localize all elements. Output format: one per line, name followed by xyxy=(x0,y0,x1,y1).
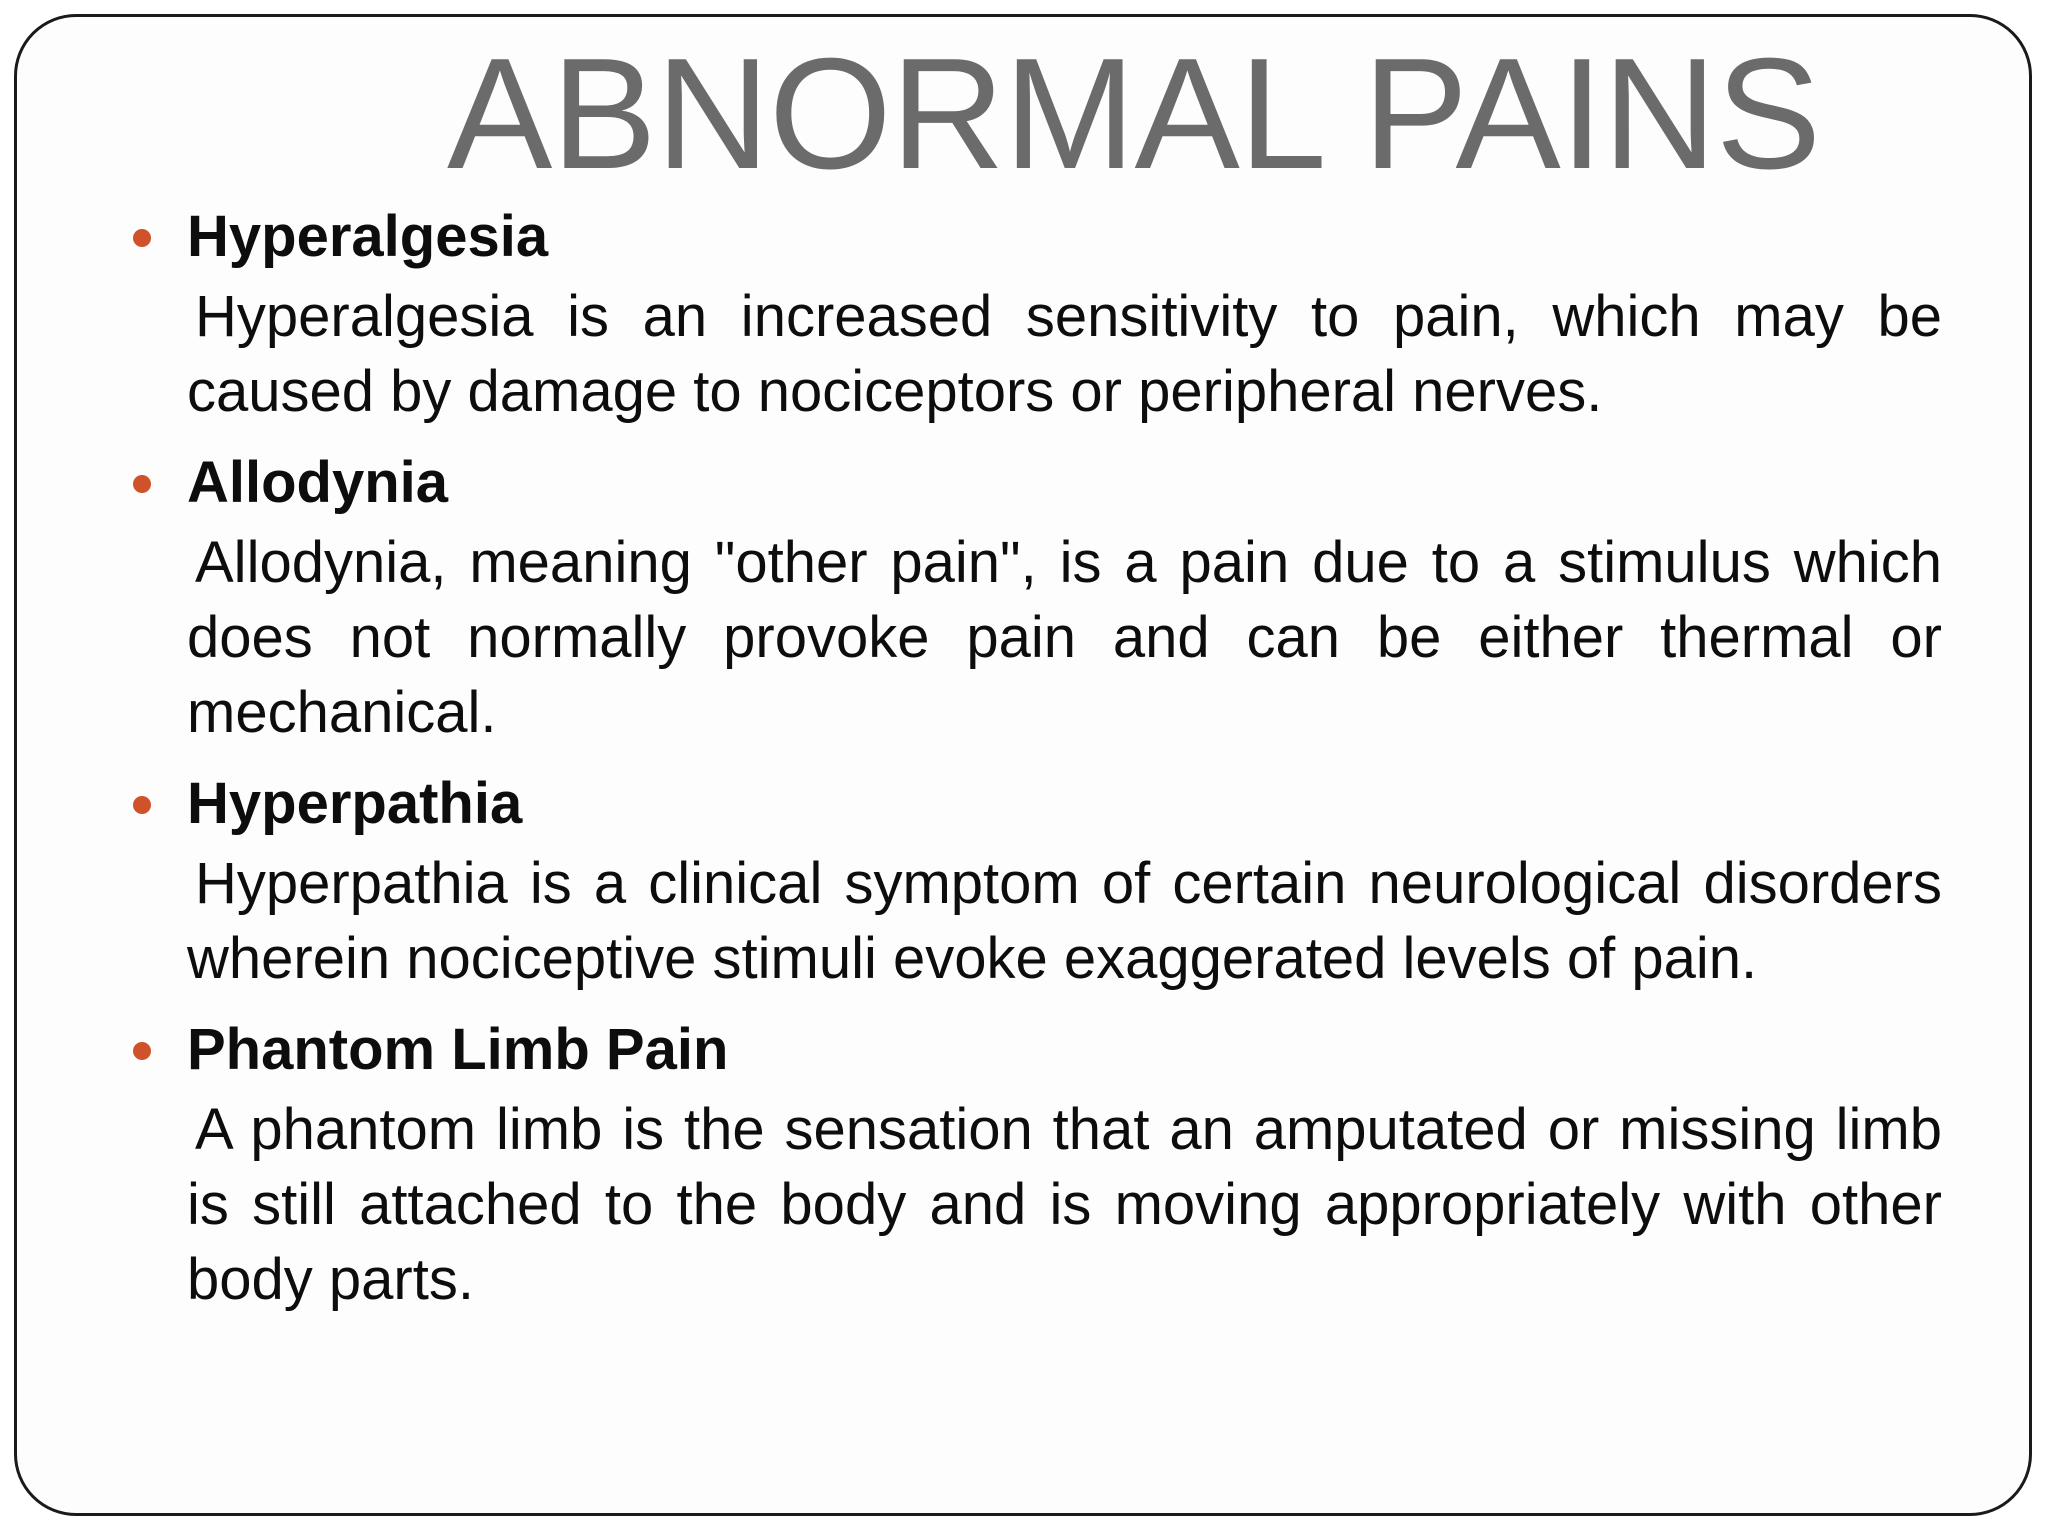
term-heading: Hyperpathia xyxy=(187,771,523,836)
term-description: Hyperpathia is a clinical symptom of certain neurological disorders wherein nociceptive stimuli evoke exaggerated levels of pain. xyxy=(187,851,1942,991)
term-heading: Allodynia xyxy=(187,450,449,515)
bullet-icon xyxy=(133,229,151,247)
slide-frame xyxy=(14,14,2032,1516)
term-description: A phantom limb is the sensation that an amputated or missing limb is still attached to the body and is moving appropriately with other body parts. xyxy=(187,1097,1942,1312)
term-heading: Hyperalgesia xyxy=(187,204,549,269)
list-item-hyperalgesia xyxy=(187,197,1942,429)
term-description: Allodynia, meaning "other pain", is a pain due to a stimulus which does not normally provoke pain and can be either thermal or mechanical. xyxy=(187,530,1942,745)
term-description: Hyperalgesia is an increased sensitivity to pain, which may be caused by damage to nociceptors or peripheral nerves. xyxy=(187,284,1942,424)
slide-title: ABNORMAL PAINS xyxy=(447,26,1821,202)
slide-content xyxy=(187,197,1942,1331)
list-item-hyperpathia xyxy=(187,764,1942,996)
term-heading: Phantom Limb Pain xyxy=(187,1017,729,1082)
list-item-allodynia xyxy=(187,443,1942,750)
bullet-icon xyxy=(133,1042,151,1060)
list-item-phantom-limb-pain xyxy=(187,1010,1942,1317)
bullet-icon xyxy=(133,796,151,814)
bullet-icon xyxy=(133,475,151,493)
